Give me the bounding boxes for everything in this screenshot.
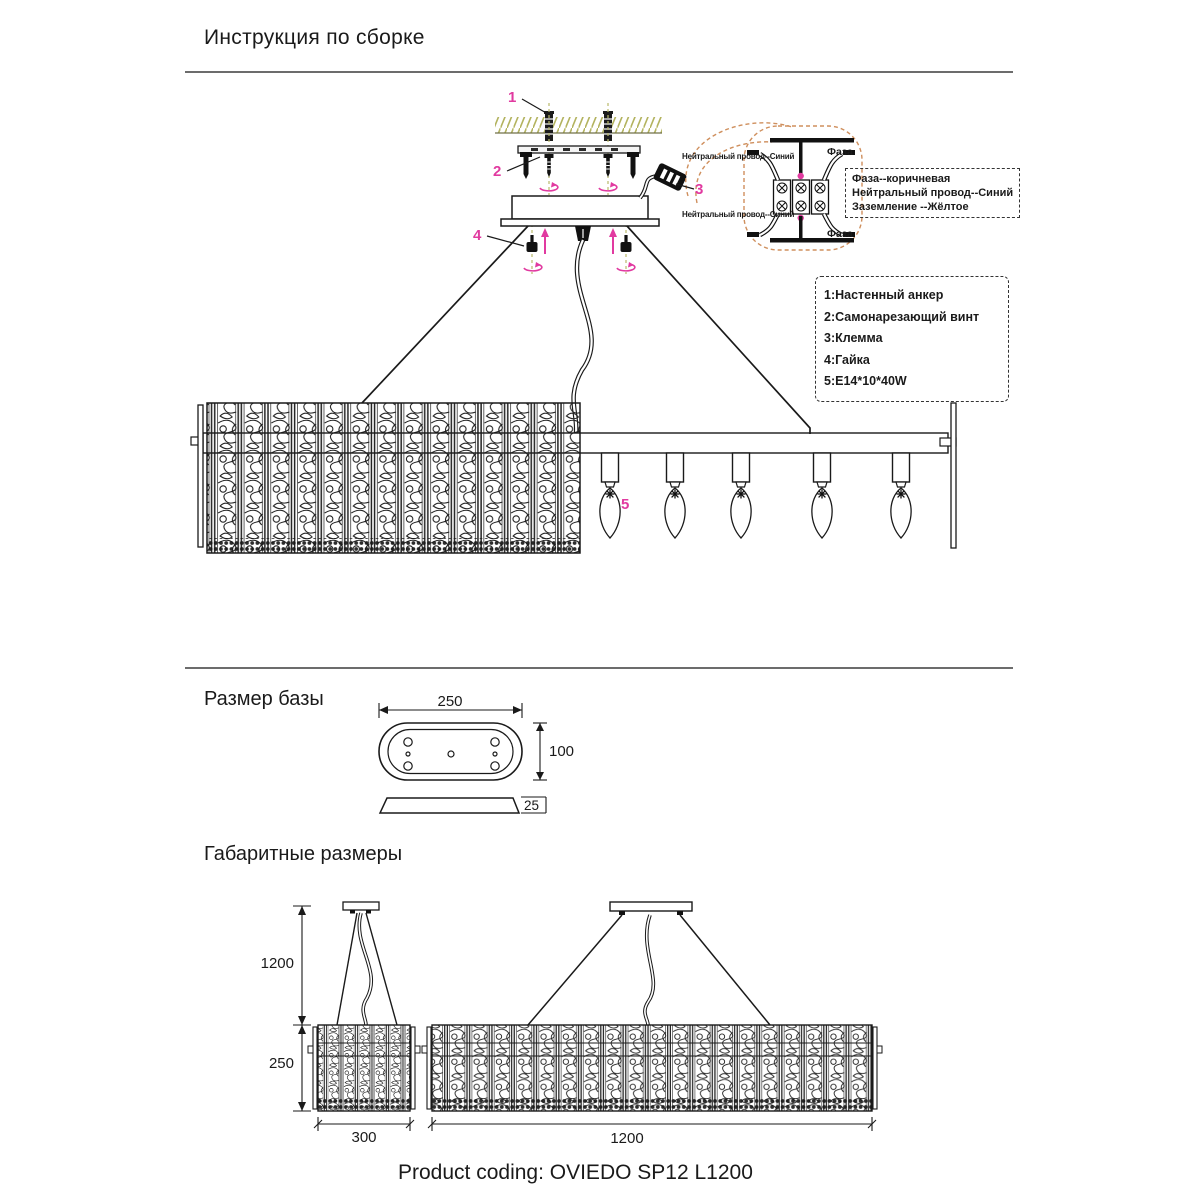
- legend-line-ground: Заземление --Жёлтое: [852, 201, 969, 213]
- part-item-3: 3:Клемма: [824, 331, 883, 345]
- overall-side-view: [293, 902, 420, 1131]
- drop-height-dim: 1200: [260, 955, 294, 972]
- part-item-4: 4:Гайка: [824, 352, 870, 367]
- wiring-label-phase-bottom: Фаза: [827, 228, 853, 240]
- terminal-connector: [653, 162, 688, 191]
- connector-cord: [640, 176, 657, 198]
- chandelier-main: [191, 403, 956, 553]
- callout-4: 4: [473, 227, 482, 244]
- product-coding: Product coding: OVIEDO SP12 L1200: [398, 1161, 753, 1184]
- callout-2: 2: [493, 163, 502, 180]
- base-width-dim: 250: [437, 693, 463, 710]
- mounting-bracket: [518, 146, 640, 191]
- base-thickness-dim: 25: [524, 798, 540, 813]
- callout-5: 5: [621, 496, 630, 513]
- candle-bulb: [665, 453, 685, 538]
- wiring-label-phase-top: Фаза: [827, 146, 853, 158]
- callout-1: 1: [508, 89, 517, 106]
- parts-list: [815, 276, 1009, 402]
- legend-line-phase: Фаза--коричневая: [852, 173, 951, 185]
- candle-bulb: [812, 453, 832, 538]
- callout-3: 3: [695, 181, 704, 198]
- candle-bulb: [731, 453, 751, 538]
- part-item-1: 1:Настенный анкер: [824, 288, 944, 302]
- part-item-5: 5:E14*10*40W: [824, 374, 907, 388]
- page-title: Инструкция по сборке: [204, 26, 425, 49]
- candle-bulb: [600, 453, 620, 538]
- base-size-drawing: [379, 703, 547, 813]
- wiring-label-neutral-top: Нейтральный провод--Синий: [682, 152, 795, 161]
- overall-front-view: [422, 902, 882, 1131]
- part-item-2: 2:Самонарезающий винт: [824, 309, 980, 324]
- legend-line-neutral: Нейтральный провод--Синий: [852, 187, 1014, 199]
- base-height-dim: 100: [549, 743, 575, 760]
- wiring-label-neutral-bottom: Нейтральный провод--Синий: [682, 210, 795, 219]
- overall-size-heading: Габаритные размеры: [204, 843, 403, 865]
- wire-color-legend: [845, 168, 1020, 218]
- body-height-dim: 250: [268, 1055, 294, 1072]
- candle-bulb: [891, 453, 911, 538]
- side-width-dim: 300: [351, 1129, 377, 1146]
- terminal-block: [774, 180, 829, 214]
- ceiling: [495, 111, 662, 141]
- length-dim: 1200: [610, 1130, 644, 1147]
- base-size-heading: Размер базы: [204, 688, 324, 710]
